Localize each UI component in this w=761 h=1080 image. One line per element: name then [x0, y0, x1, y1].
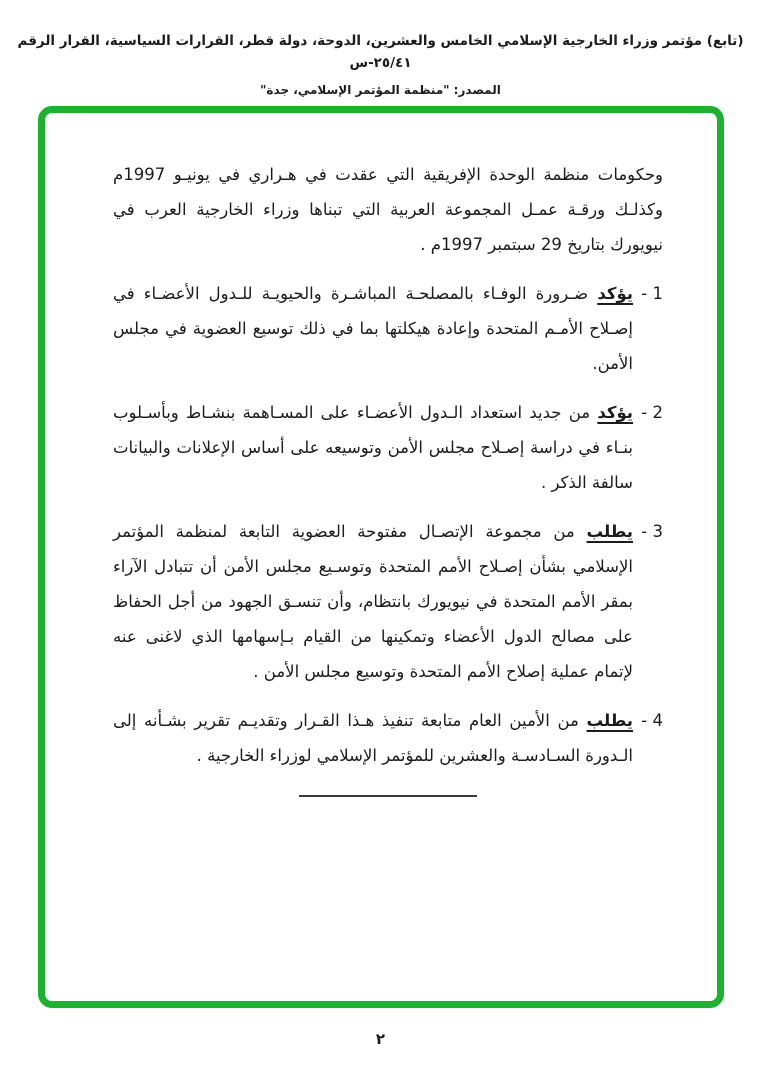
item-number: 1 -	[641, 284, 663, 303]
item-body-text: ضـرورة الوفـاء بالمصلحـة المباشـرة والحيويـة للـدول الأعضـاء في إصـلاح الأمـم المتحدة وإعادة هيكلتها بما في ذلك توسيع العضوية في مجلس الأمن.	[113, 284, 633, 373]
header-source: المصدر: "منظمة المؤتمر الإسلامي، جدة"	[260, 83, 501, 97]
green-border-box	[38, 106, 724, 1008]
list-item-3	[113, 514, 663, 689]
operative-word: يطلب	[586, 711, 633, 730]
header-title: (تابع) مؤتمر وزراء الخارجية الإسلامي الخامس والعشرين، الدوحة، دولة قطر، القرارات السياسية، القرار الرقم ٢٥/٤١-س	[17, 33, 744, 71]
item-body-text: من مجموعة الإتصـال مفتوحة العضوية التابعة لمنظمة المؤتمر الإسلامي بشأن إصـلاح الأمم المتحدة وتوسـيع مجلس الأمن أن تتبادل الآراء بمقر الأمم المتحدة في نيويورك بانتظام، وأن تنسـق الجهود من أجل الحفاظ على مصالح الدول الأعضاء وتمكينها من القيام بـإسهامها الذي لاغنى عنه لإتمام عملية إصلاح الأمم المتحدة وتوسيع مجلس الأمن .	[113, 522, 633, 681]
item-number: 4 -	[641, 711, 663, 730]
item-number: 3 -	[641, 522, 663, 541]
item-body-text: من جديد استعداد الـدول الأعضـاء على المسـاهمة بنشـاط وبأسـلوب بنـاء في دراسة إصـلاح مجلس الأمن وتوسيعه على أساس الإعلانات والبيانات سالفة الذكر .	[113, 403, 633, 492]
page-number: ٢	[375, 1030, 386, 1048]
item-text	[113, 703, 633, 773]
list-item-1	[113, 276, 663, 381]
operative-word: يؤكد	[597, 403, 633, 422]
end-divider-line	[299, 795, 477, 797]
list-item-2	[113, 395, 663, 500]
list-item-4	[113, 703, 663, 773]
operative-word: يطلب	[586, 522, 633, 541]
item-text	[113, 514, 633, 689]
item-text	[113, 276, 633, 381]
item-text	[113, 395, 633, 500]
item-number: 2 -	[641, 403, 663, 422]
page-header	[0, 30, 761, 100]
intro-paragraph: وحكومات منظمة الوحدة الإفريقية التي عقدت في هـراري في يونيـو 1997م وكذلـك ورقـة عمـل المجموعة العربية التي تبناها وزراء الخارجية العرب في نيويورك بتاريخ 29 سبتمبر 1997م .	[113, 165, 663, 254]
item-body-text: من الأمين العام متابعة تنفيذ هـذا القـرار وتقديـم تقرير بشـأنه إلى الـدورة السـادسـة والعشرين للمؤتمر الإسلامي لوزراء الخارجية .	[113, 711, 633, 765]
operative-word: يؤكد	[597, 284, 633, 303]
document-content	[45, 113, 717, 797]
